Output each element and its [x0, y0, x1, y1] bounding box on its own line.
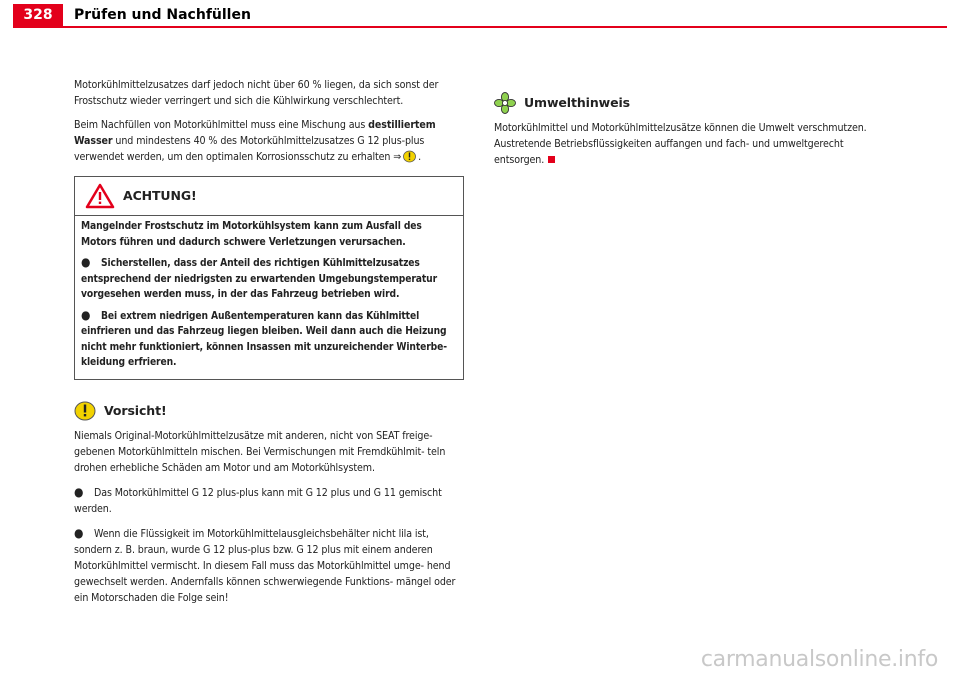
- warning-header: [75, 177, 463, 216]
- header-rule: [13, 26, 947, 28]
- caution-bullet-1: ● Das Motorkühlmittel G 12 plus-plus kann mit G 12 plus und G 11 gemischt werden.: [74, 484, 442, 515]
- warning-title: ACHTUNG!: [123, 188, 197, 203]
- paragraph-refill: Beim Nachfüllen von Motorkühlmittel muss eine Mischung aus destilliertem Wasser und mindestens 40 % des Motorkühlmittelzusatzes G 12 plus-plus verwendet werden, um den optimalen Korrosionsschutz zu erhalten ⇒ .: [74, 117, 464, 168]
- environment-text: Motorkühlmittel und Motorkühlmittelzusätze können die Umwelt verschmutzen. Austretende Betriebsflüssigkeiten auffangen und fach- und umweltgerecht entsorgen.: [494, 122, 867, 166]
- warning-box: [74, 176, 464, 380]
- reference-arrow: ⇒: [393, 151, 402, 163]
- warning-body: [75, 216, 463, 379]
- right-column: [494, 90, 884, 176]
- bullet-icon: ●: [81, 307, 91, 322]
- bullet-icon: ●: [81, 255, 91, 269]
- page-number: 328: [13, 4, 63, 26]
- page-header: [0, 0, 960, 28]
- page-title: Prüfen und Nachfüllen: [74, 7, 251, 23]
- caution-exclamation-icon: [403, 150, 416, 168]
- caution-bullet-2: ● Wenn die Flüssigkeit im Motorkühlmittelausgleichsbehälter nicht lila ist, sondern z. B. braun, wurde G 12 plus-plus bzw. G 12 plus mit einem anderen Motorkühlmittel vermischt. In diesem Fall muss das Motorkühlmittel umge- hend gewechselt werden. Andernfalls können schwerwiegende Funktions- mängel oder ein Motorschaden die Folge sein!: [74, 525, 456, 604]
- warning-bullet-1: ● Sicherstellen, dass der Anteil des richtigen Kühlmittelzusatzes entsprechend der niedrigsten zu erwartenden Umgebungstemperatur vorgesehen werden muss, in der das Fahrzeug betrieben wird.: [81, 255, 438, 300]
- bullet-icon: ●: [74, 484, 84, 499]
- environment-header: [494, 90, 884, 116]
- watermark: carmanualsonline.info: [700, 647, 938, 672]
- warning-triangle-icon: [85, 183, 115, 209]
- end-marker-icon: [548, 156, 555, 163]
- bullet-icon: ●: [74, 525, 84, 540]
- paragraph-frost-limit: Motorkühlmittelzusatzes darf jedoch nicht über 60 % liegen, da sich sonst der Frostschutz wieder verringert und sich die Kühlwirkung verschlechtert.: [74, 79, 439, 107]
- caution-header: [74, 398, 464, 424]
- left-column: [74, 77, 464, 614]
- caution-exclamation-icon: [74, 400, 96, 422]
- environment-title: Umwelthinweis: [524, 95, 630, 110]
- caution-title: Vorsicht!: [104, 402, 167, 418]
- bold-distilled-water: destilliertem Wasser: [74, 119, 436, 147]
- environment-flower-icon: [494, 92, 516, 114]
- warning-bullet-2: ● Bei extrem niedrigen Außentemperaturen kann das Kühlmittel einfrieren und das Fahrzeug liegen bleiben. Weil dann auch die Heizung nicht mehr funktioniert, können Insassen mit unzureichender Winterbe- kleidung erfrieren.: [81, 307, 447, 368]
- caution-intro: Niemals Original-Motorkühlmittelzusätze mit anderen, nicht von SEAT freige- gebenen Motorkühlmitteln mischen. Bei Vermischungen mit Fremdkühlmit- teln drohen erhebliche Schäden am Motor und am Motorkühlsystem.: [74, 429, 446, 474]
- warning-intro: Mangelnder Frostschutz im Motorkühlsystem kann zum Ausfall des Motors führen und dadurch schwere Verletzungen verursachen.: [81, 221, 422, 248]
